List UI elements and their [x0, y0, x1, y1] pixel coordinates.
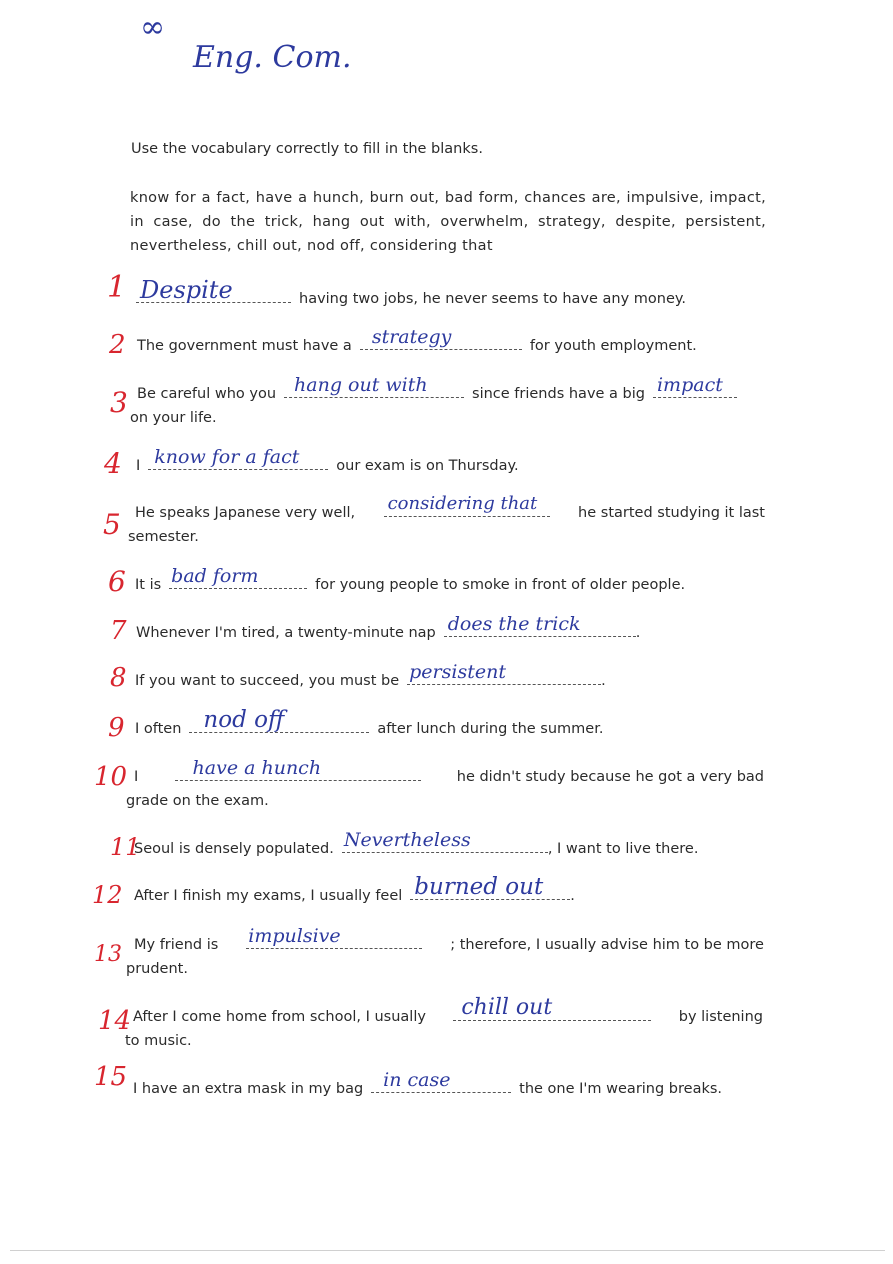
question-text-before: I	[136, 458, 141, 474]
instruction-text: Use the vocabulary correctly to fill in the blanks.	[131, 141, 483, 157]
question-3	[130, 374, 753, 430]
answer-blank-4	[148, 446, 328, 470]
question-text-after: for young people to smoke in front of older people.	[315, 577, 686, 593]
question-11	[134, 829, 768, 861]
handwritten-answer-1: Despite	[140, 276, 233, 304]
question-number-8: 8	[110, 663, 127, 693]
handwritten-answer-4: know for a fact	[154, 446, 300, 468]
question-text-before: If you want to succeed, you must be	[135, 673, 400, 689]
question-text-after: , I want to live there.	[547, 841, 699, 857]
question-text-before: I often	[135, 721, 182, 737]
handwritten-answer-3: hang out with	[294, 374, 428, 396]
answer-blank-6	[169, 565, 307, 589]
question-text-after: he started studying it last	[578, 505, 765, 521]
handwritten-answer-13: impulsive	[248, 925, 341, 947]
answer-blank-11	[342, 829, 548, 853]
question-12	[134, 874, 768, 908]
question-text-after: he didn't study because he got a very bad	[456, 769, 764, 785]
question-13	[126, 925, 764, 981]
question-number-14: 14	[98, 1006, 132, 1036]
question-number-10: 10	[94, 762, 128, 792]
word-bank: know for a fact, have a hunch, burn out, bad form, chances are, impulsive, impact, in case, do the trick, hang out with, overwhelm, strategy, despite, persistent, nevertheless, chill out, nod off, considering that	[130, 190, 766, 254]
handwritten-answer-14: chill out	[461, 995, 553, 1020]
question-continuation: prudent.	[126, 961, 188, 977]
question-continuation: to music.	[125, 1033, 192, 1049]
answer-blank-10	[175, 757, 421, 781]
question-text-after: since friends have a big	[472, 386, 645, 402]
answer-blank-15	[371, 1069, 511, 1093]
answer-blank-14	[453, 995, 651, 1021]
question-number-11: 11	[110, 833, 141, 861]
question-text-after: having two jobs, he never seems to have any money.	[299, 291, 687, 307]
question-number-12: 12	[92, 881, 123, 909]
question-9	[135, 707, 769, 741]
question-number-9: 9	[108, 713, 125, 743]
question-number-13: 13	[94, 942, 122, 967]
question-14	[125, 995, 763, 1053]
question-text-before: The government must have a	[137, 338, 352, 354]
answer-blank-1	[136, 276, 291, 304]
page-bottom-rule	[10, 1250, 885, 1251]
question-number-5: 5	[103, 508, 121, 541]
question-4	[136, 446, 770, 478]
question-number-7: 7	[110, 616, 127, 646]
handwritten-answer-11: Nevertheless	[343, 829, 471, 851]
handwritten-answer-15: in case	[383, 1069, 451, 1091]
question-continuation: grade on the exam.	[126, 793, 269, 809]
question-text-before: After I come home from school, I usually	[133, 1009, 426, 1025]
question-5	[128, 493, 765, 549]
header-mark: ∞	[140, 10, 165, 45]
question-text-after: after lunch during the summer.	[377, 721, 604, 737]
course-title: Eng. Com.	[193, 40, 352, 75]
question-number-15: 15	[94, 1062, 128, 1092]
handwritten-answer-9: nod off	[203, 707, 285, 733]
answer-blank-8	[407, 661, 601, 685]
answer-blank-9	[189, 707, 369, 733]
question-text-after: .	[570, 888, 575, 904]
question-8	[135, 661, 769, 693]
question-number-2: 2	[109, 330, 126, 360]
answer-blank-5	[384, 493, 550, 517]
answer-blank-3b	[653, 374, 737, 398]
answer-blank-12	[410, 874, 570, 900]
question-text-before: After I finish my exams, I usually feel	[134, 888, 403, 904]
answer-blank-13	[246, 925, 422, 949]
question-text-before: Whenever I'm tired, a twenty-minute nap	[136, 625, 436, 641]
handwritten-answer-8: persistent	[409, 661, 506, 683]
handwritten-answer-12: burned out	[414, 874, 544, 900]
question-text-after: ; therefore, I usually advise him to be more	[450, 937, 764, 953]
question-text-before: I have an extra mask in my bag	[133, 1081, 364, 1097]
question-text-before: It is	[135, 577, 162, 593]
question-10	[126, 757, 764, 813]
answer-blank-7	[444, 613, 636, 637]
question-text-before: My friend is	[134, 937, 219, 953]
handwritten-answer-5: considering that	[387, 493, 538, 514]
question-text-before: I	[134, 769, 139, 785]
handwritten-answer-2: strategy	[371, 326, 452, 348]
question-text-before: Be careful who you	[137, 386, 277, 402]
question-continuation: on your life.	[130, 410, 217, 426]
question-text-after: .	[601, 673, 606, 689]
question-text-before: Seoul is densely populated.	[134, 841, 334, 857]
question-number-6: 6	[108, 565, 126, 598]
question-15	[133, 1069, 767, 1101]
question-7	[136, 613, 770, 645]
question-text-after: by listening	[678, 1009, 763, 1025]
question-number-1: 1	[107, 270, 127, 305]
handwritten-answer-7: does the trick	[447, 613, 581, 635]
handwritten-answer-10: have a hunch	[192, 757, 322, 779]
answer-blank-3	[284, 374, 464, 398]
question-6	[135, 565, 769, 597]
handwritten-answer-6: bad form	[171, 565, 259, 587]
question-number-4: 4	[104, 447, 122, 480]
question-text-after: the one I'm wearing breaks.	[519, 1081, 723, 1097]
question-1	[136, 276, 770, 311]
answer-blank-2	[360, 326, 522, 350]
question-text-after: our exam is on Thursday.	[336, 458, 519, 474]
question-number-3: 3	[110, 386, 128, 419]
question-text-before: He speaks Japanese very well,	[135, 505, 356, 521]
question-2	[137, 326, 771, 358]
question-continuation: semester.	[128, 529, 199, 545]
question-text-after: .	[635, 625, 641, 641]
question-text-after: for youth employment.	[529, 338, 697, 354]
handwritten-answer-3b: impact	[656, 374, 723, 396]
